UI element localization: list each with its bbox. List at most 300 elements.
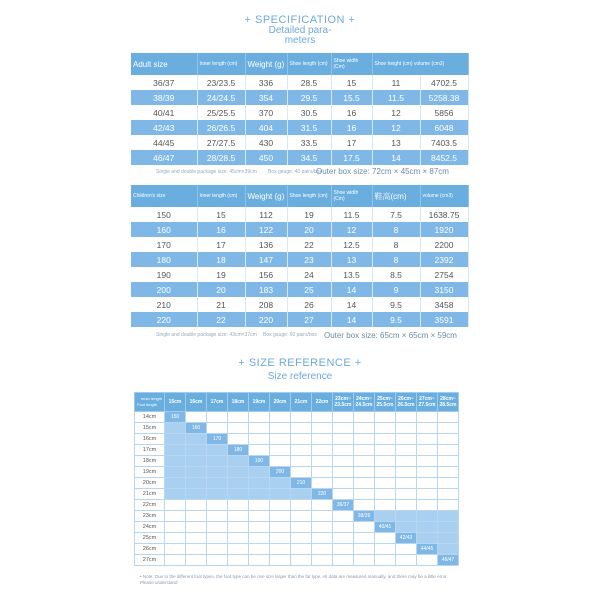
children-spec-cell: 20 bbox=[197, 282, 245, 297]
size-reference-row-header: 23cm bbox=[135, 511, 165, 522]
children-spec-cell: 1638.75 bbox=[420, 207, 468, 222]
size-reference-cell bbox=[375, 423, 396, 434]
children-spec-cell: 27 bbox=[287, 312, 331, 327]
size-reference-row bbox=[135, 511, 459, 522]
adult-spec-cell: 12 bbox=[372, 105, 420, 120]
size-reference-cell bbox=[333, 467, 354, 478]
size-reference-cell bbox=[165, 522, 186, 533]
size-reference-column-header: 27cm~ 27.5cm bbox=[417, 393, 438, 412]
adult-spec-cell: 11 bbox=[372, 75, 420, 90]
size-reference-cell bbox=[396, 434, 417, 445]
size-reference-column-header: 16cm bbox=[186, 393, 207, 412]
size-reference-shaded-cell bbox=[228, 467, 249, 478]
size-reference-shaded-cell bbox=[396, 511, 417, 522]
adult-spec-cell: 336 bbox=[245, 75, 287, 90]
size-reference-shaded-cell bbox=[228, 456, 249, 467]
size-reference-shaded-cell bbox=[249, 467, 270, 478]
size-reference-cell bbox=[270, 423, 291, 434]
size-reference-row bbox=[135, 434, 459, 445]
size-reference-cell bbox=[333, 478, 354, 489]
adult-spec-cell: 30.5 bbox=[287, 105, 331, 120]
children-header-weight: Weight (g) bbox=[245, 185, 287, 207]
size-reference-column-header: 22cm bbox=[312, 393, 333, 412]
children-header-volume: volume (cm3) bbox=[420, 185, 468, 207]
size-reference-shaded-cell bbox=[228, 489, 249, 500]
corner-foot-length-label: Foot length bbox=[137, 402, 158, 407]
children-spec-cell: 7.5 bbox=[372, 207, 420, 222]
adult-spec-cell: 46/47 bbox=[131, 150, 197, 165]
size-reference-cell bbox=[417, 456, 438, 467]
size-reference-cell bbox=[354, 467, 375, 478]
children-spec-cell: 8 bbox=[372, 252, 420, 267]
children-spec-cell: 1920 bbox=[420, 222, 468, 237]
size-reference-cell bbox=[249, 412, 270, 423]
size-reference-cell bbox=[333, 456, 354, 467]
size-reference-match-cell: 36/37 bbox=[333, 500, 354, 511]
size-reference-cell bbox=[249, 544, 270, 555]
children-box-gauge-note: Box gauge: 60 pairs/box bbox=[263, 332, 317, 338]
size-reference-row-header: 19cm bbox=[135, 467, 165, 478]
adult-spec-cell: 11.5 bbox=[372, 90, 420, 105]
size-reference-shaded-cell bbox=[438, 533, 459, 544]
size-reference-row-header: 25cm bbox=[135, 533, 165, 544]
size-reference-cell bbox=[228, 423, 249, 434]
adult-spec-cell: 33.5 bbox=[287, 135, 331, 150]
size-reference-cell bbox=[333, 412, 354, 423]
size-reference-match-cell: 210 bbox=[291, 478, 312, 489]
size-reference-cell bbox=[270, 544, 291, 555]
size-reference-shaded-cell bbox=[270, 489, 291, 500]
size-reference-shaded-cell bbox=[186, 467, 207, 478]
size-reference-cell bbox=[207, 500, 228, 511]
adult-header-weight: Weight (g) bbox=[245, 53, 287, 75]
size-reference-cell bbox=[249, 555, 270, 566]
size-reference-cell bbox=[207, 555, 228, 566]
size-reference-corner bbox=[135, 393, 165, 412]
children-spec-cell: 220 bbox=[131, 312, 197, 327]
specification-title: + SPECIFICATION + bbox=[244, 14, 356, 26]
size-reference-cell bbox=[249, 445, 270, 456]
adult-spec-cell: 15 bbox=[331, 75, 372, 90]
adult-spec-cell: 27/27.5 bbox=[197, 135, 245, 150]
size-reference-cell bbox=[438, 489, 459, 500]
size-reference-cell bbox=[270, 412, 291, 423]
size-reference-cell bbox=[417, 478, 438, 489]
size-reference-cell bbox=[291, 434, 312, 445]
size-reference-cell bbox=[396, 456, 417, 467]
size-reference-subtitle: Size reference bbox=[267, 371, 333, 382]
children-header-inner-length: Inner length (cm) bbox=[197, 185, 245, 207]
size-reference-cell bbox=[354, 522, 375, 533]
size-reference-shaded-cell bbox=[207, 456, 228, 467]
children-spec-cell: 17 bbox=[197, 237, 245, 252]
size-reference-cell bbox=[291, 467, 312, 478]
children-spec-cell: 16 bbox=[197, 222, 245, 237]
size-reference-match-cell: 170 bbox=[207, 434, 228, 445]
children-header-shoe-height: 鞋高(cm) bbox=[372, 185, 420, 207]
size-reference-column-header: 18cm bbox=[228, 393, 249, 412]
children-spec-cell: 156 bbox=[245, 267, 287, 282]
adult-spec-cell: 24/24.5 bbox=[197, 90, 245, 105]
size-reference-cell bbox=[375, 445, 396, 456]
size-reference-cell bbox=[207, 423, 228, 434]
size-reference-shaded-cell bbox=[165, 467, 186, 478]
size-reference-cell bbox=[270, 533, 291, 544]
adult-spec-row bbox=[131, 105, 468, 120]
children-spec-row bbox=[131, 297, 468, 312]
size-reference-cell bbox=[417, 434, 438, 445]
children-spec-cell: 19 bbox=[287, 207, 331, 222]
size-reference-row bbox=[135, 533, 459, 544]
children-spec-cell: 13.5 bbox=[331, 267, 372, 282]
size-reference-cell bbox=[375, 434, 396, 445]
size-reference-cell bbox=[333, 522, 354, 533]
size-reference-cell bbox=[375, 533, 396, 544]
size-reference-cell bbox=[375, 489, 396, 500]
children-spec-cell: 200 bbox=[131, 282, 197, 297]
size-reference-cell bbox=[396, 489, 417, 500]
size-reference-cell bbox=[333, 533, 354, 544]
size-reference-cell bbox=[333, 511, 354, 522]
size-reference-cell bbox=[270, 500, 291, 511]
children-package-note: Single and double package size: 43cm×37cm bbox=[156, 332, 257, 338]
adult-spec-cell: 34.5 bbox=[287, 150, 331, 165]
size-reference-cell bbox=[354, 489, 375, 500]
children-header-shoe-length: Shoe length (cm) bbox=[287, 185, 331, 207]
size-reference-cell bbox=[354, 555, 375, 566]
size-reference-row-header: 14cm bbox=[135, 412, 165, 423]
size-reference-cell bbox=[249, 522, 270, 533]
size-reference-column-header: 24cm~ 24.5cm bbox=[354, 393, 375, 412]
children-spec-row bbox=[131, 267, 468, 282]
size-reference-cell bbox=[207, 544, 228, 555]
children-spec-cell: 210 bbox=[131, 297, 197, 312]
size-reference-row bbox=[135, 489, 459, 500]
adult-spec-cell: 7403.5 bbox=[420, 135, 468, 150]
size-reference-row-header: 17cm bbox=[135, 445, 165, 456]
size-reference-row-header: 15cm bbox=[135, 423, 165, 434]
size-reference-row-header: 18cm bbox=[135, 456, 165, 467]
size-reference-cell bbox=[417, 500, 438, 511]
size-reference-cell bbox=[270, 434, 291, 445]
size-reference-cell bbox=[312, 445, 333, 456]
adult-header-shoe-length: Shoe length (cm) bbox=[287, 53, 331, 75]
size-reference-column-header: 26cm~ 26.5cm bbox=[396, 393, 417, 412]
size-reference-column-header: 20cm bbox=[270, 393, 291, 412]
size-reference-cell bbox=[312, 434, 333, 445]
children-spec-cell: 8 bbox=[372, 222, 420, 237]
size-reference-cell bbox=[228, 412, 249, 423]
children-spec-cell: 183 bbox=[245, 282, 287, 297]
size-reference-cell bbox=[354, 423, 375, 434]
size-reference-cell bbox=[186, 412, 207, 423]
size-reference-cell bbox=[333, 489, 354, 500]
children-spec-cell: 3150 bbox=[420, 282, 468, 297]
size-reference-cell bbox=[438, 423, 459, 434]
size-reference-cell bbox=[396, 445, 417, 456]
children-spec-cell: 9 bbox=[372, 282, 420, 297]
size-reference-cell bbox=[291, 555, 312, 566]
size-reference-cell bbox=[438, 456, 459, 467]
size-reference-cell bbox=[249, 533, 270, 544]
size-reference-shaded-cell bbox=[207, 467, 228, 478]
adult-header-height-volume: Shoe height (cm) volume (cm3) bbox=[372, 53, 468, 75]
children-spec-cell: 220 bbox=[245, 312, 287, 327]
children-spec-cell: 22 bbox=[197, 312, 245, 327]
size-reference-cell bbox=[333, 423, 354, 434]
size-reference-shaded-cell bbox=[417, 511, 438, 522]
size-reference-cell bbox=[207, 412, 228, 423]
size-reference-cell bbox=[417, 423, 438, 434]
children-spec-cell: 9.5 bbox=[372, 312, 420, 327]
adult-header-size: Adult size bbox=[131, 53, 197, 75]
adult-spec-cell: 42/43 bbox=[131, 120, 197, 135]
children-spec-row bbox=[131, 207, 468, 222]
size-reference-cell bbox=[375, 544, 396, 555]
size-reference-match-cell: 160 bbox=[186, 423, 207, 434]
size-reference-row bbox=[135, 456, 459, 467]
size-reference-footnote: • Note: Due to the different foot types, the foot type can be one size larger than the fat type. All data are measured manually, and there may be a little error. Please understand bbox=[140, 574, 448, 585]
size-reference-cell bbox=[291, 500, 312, 511]
size-reference-cell bbox=[312, 511, 333, 522]
size-reference-row-header: 22cm bbox=[135, 500, 165, 511]
size-reference-shaded-cell bbox=[207, 478, 228, 489]
size-reference-row-header: 27cm bbox=[135, 555, 165, 566]
size-reference-cell bbox=[291, 511, 312, 522]
size-reference-cell bbox=[186, 555, 207, 566]
adult-spec-cell: 430 bbox=[245, 135, 287, 150]
size-reference-cell bbox=[186, 500, 207, 511]
adult-spec-cell: 44/45 bbox=[131, 135, 197, 150]
size-reference-shaded-cell bbox=[186, 456, 207, 467]
size-reference-cell bbox=[312, 456, 333, 467]
adult-spec-row bbox=[131, 120, 468, 135]
children-spec-row bbox=[131, 312, 468, 327]
children-spec-cell: 24 bbox=[287, 267, 331, 282]
size-reference-row bbox=[135, 423, 459, 434]
size-reference-row-header: 21cm bbox=[135, 489, 165, 500]
size-reference-match-cell: 190 bbox=[249, 456, 270, 467]
children-spec-cell: 19 bbox=[197, 267, 245, 282]
children-spec-row bbox=[131, 282, 468, 297]
size-reference-shaded-cell bbox=[165, 423, 186, 434]
size-reference-match-cell: 42/43 bbox=[396, 533, 417, 544]
children-spec-cell: 12.5 bbox=[331, 237, 372, 252]
adult-spec-cell: 4702.5 bbox=[420, 75, 468, 90]
size-reference-row bbox=[135, 478, 459, 489]
size-reference-cell bbox=[228, 434, 249, 445]
size-reference-cell bbox=[186, 522, 207, 533]
size-reference-cell bbox=[186, 511, 207, 522]
adult-spec-cell: 29.5 bbox=[287, 90, 331, 105]
size-reference-shaded-cell bbox=[438, 511, 459, 522]
size-reference-table bbox=[134, 392, 459, 566]
size-reference-cell bbox=[354, 412, 375, 423]
children-spec-table bbox=[131, 185, 469, 327]
adult-spec-cell: 6048 bbox=[420, 120, 468, 135]
adult-outer-box-note: Outer box size: 72cm × 45cm × 87cm bbox=[316, 167, 449, 176]
size-reference-row-header: 16cm bbox=[135, 434, 165, 445]
size-reference-cell bbox=[354, 533, 375, 544]
size-reference-cell bbox=[291, 544, 312, 555]
size-reference-cell bbox=[165, 555, 186, 566]
children-spec-cell: 13 bbox=[331, 252, 372, 267]
specification-subtitle-line1: Detailed para- bbox=[268, 25, 332, 36]
size-reference-row bbox=[135, 445, 459, 456]
size-reference-shaded-cell bbox=[165, 456, 186, 467]
size-reference-shaded-cell bbox=[228, 478, 249, 489]
size-reference-cell bbox=[249, 511, 270, 522]
adult-spec-cell: 23/23.5 bbox=[197, 75, 245, 90]
children-spec-cell: 8 bbox=[372, 237, 420, 252]
children-spec-cell: 208 bbox=[245, 297, 287, 312]
specification-subtitle-line2: meters bbox=[284, 35, 316, 46]
adult-spec-row bbox=[131, 90, 468, 105]
children-spec-row bbox=[131, 252, 468, 267]
size-reference-shaded-cell bbox=[207, 445, 228, 456]
size-reference-shaded-cell bbox=[270, 478, 291, 489]
size-reference-cell bbox=[312, 412, 333, 423]
size-reference-cell bbox=[438, 445, 459, 456]
adult-spec-cell: 450 bbox=[245, 150, 287, 165]
size-reference-shaded-cell bbox=[375, 511, 396, 522]
size-reference-shaded-cell bbox=[207, 489, 228, 500]
size-reference-shaded-cell bbox=[249, 489, 270, 500]
size-reference-cell bbox=[417, 467, 438, 478]
size-reference-cell bbox=[417, 445, 438, 456]
children-spec-cell: 150 bbox=[131, 207, 197, 222]
children-spec-cell: 14 bbox=[331, 297, 372, 312]
size-reference-cell bbox=[375, 412, 396, 423]
size-reference-shaded-cell bbox=[165, 434, 186, 445]
size-reference-cell bbox=[333, 445, 354, 456]
size-reference-cell bbox=[375, 478, 396, 489]
size-reference-cell bbox=[165, 544, 186, 555]
size-reference-shaded-cell bbox=[417, 533, 438, 544]
children-spec-cell: 11.5 bbox=[331, 207, 372, 222]
adult-spec-row bbox=[131, 75, 468, 90]
adult-spec-cell: 12 bbox=[372, 120, 420, 135]
size-reference-cell bbox=[333, 555, 354, 566]
size-reference-shaded-cell bbox=[396, 522, 417, 533]
size-reference-row-header: 26cm bbox=[135, 544, 165, 555]
children-spec-cell: 12 bbox=[331, 222, 372, 237]
children-spec-cell: 112 bbox=[245, 207, 287, 222]
adult-spec-cell: 28.5 bbox=[287, 75, 331, 90]
size-reference-match-cell: 180 bbox=[228, 445, 249, 456]
size-reference-shaded-cell bbox=[186, 478, 207, 489]
size-reference-shaded-cell bbox=[291, 489, 312, 500]
children-spec-cell: 3458 bbox=[420, 297, 468, 312]
children-spec-cell: 8.5 bbox=[372, 267, 420, 282]
size-reference-cell bbox=[417, 412, 438, 423]
size-reference-cell bbox=[270, 522, 291, 533]
size-reference-cell bbox=[312, 467, 333, 478]
size-reference-cell bbox=[354, 456, 375, 467]
size-reference-shaded-cell bbox=[417, 522, 438, 533]
size-reference-cell bbox=[291, 533, 312, 544]
size-reference-cell bbox=[333, 544, 354, 555]
size-reference-shaded-cell bbox=[249, 478, 270, 489]
children-spec-cell: 22 bbox=[287, 237, 331, 252]
size-reference-column-header: 19cm bbox=[249, 393, 270, 412]
size-reference-shaded-cell bbox=[186, 489, 207, 500]
size-reference-cell bbox=[228, 555, 249, 566]
adult-spec-cell: 25/25.5 bbox=[197, 105, 245, 120]
adult-spec-cell: 38/39 bbox=[131, 90, 197, 105]
adult-spec-cell: 16 bbox=[331, 105, 372, 120]
adult-spec-cell: 5258.38 bbox=[420, 90, 468, 105]
size-reference-column-header: 21cm bbox=[291, 393, 312, 412]
children-spec-cell: 2392 bbox=[420, 252, 468, 267]
children-spec-cell: 9.5 bbox=[372, 297, 420, 312]
size-reference-cell bbox=[312, 500, 333, 511]
children-spec-cell: 23 bbox=[287, 252, 331, 267]
size-reference-cell bbox=[291, 522, 312, 533]
size-reference-cell bbox=[312, 522, 333, 533]
children-spec-cell: 170 bbox=[131, 237, 197, 252]
adult-spec-cell: 13 bbox=[372, 135, 420, 150]
size-reference-cell bbox=[249, 500, 270, 511]
size-reference-cell bbox=[438, 467, 459, 478]
adult-spec-cell: 5856 bbox=[420, 105, 468, 120]
size-reference-row bbox=[135, 522, 459, 533]
adult-spec-table bbox=[131, 53, 469, 165]
size-reference-cell bbox=[312, 423, 333, 434]
adult-spec-cell: 28/28.5 bbox=[197, 150, 245, 165]
size-reference-cell bbox=[165, 533, 186, 544]
adult-spec-cell: 26/26.5 bbox=[197, 120, 245, 135]
children-outer-box-note: Outer box size: 65cm × 65cm × 59cm bbox=[324, 331, 457, 340]
children-spec-cell: 18 bbox=[197, 252, 245, 267]
size-reference-row bbox=[135, 412, 459, 423]
adult-spec-cell: 370 bbox=[245, 105, 287, 120]
size-reference-shaded-cell bbox=[438, 544, 459, 555]
size-reference-row bbox=[135, 555, 459, 566]
size-reference-column-header: 28cm~ 28.5cm bbox=[438, 393, 459, 412]
adult-spec-cell: 354 bbox=[245, 90, 287, 105]
size-reference-cell bbox=[228, 544, 249, 555]
size-reference-cell bbox=[396, 478, 417, 489]
children-spec-cell: 21 bbox=[197, 297, 245, 312]
size-reference-shaded-cell bbox=[186, 445, 207, 456]
children-spec-cell: 190 bbox=[131, 267, 197, 282]
size-reference-cell bbox=[291, 412, 312, 423]
size-reference-cell bbox=[417, 555, 438, 566]
adult-spec-cell: 14 bbox=[372, 150, 420, 165]
size-reference-match-cell: 150 bbox=[165, 412, 186, 423]
size-reference-cell bbox=[354, 434, 375, 445]
size-reference-cell bbox=[186, 533, 207, 544]
children-spec-cell: 3591 bbox=[420, 312, 468, 327]
size-reference-column-header: 25cm~ 25.5cm bbox=[375, 393, 396, 412]
size-reference-cell bbox=[312, 533, 333, 544]
children-spec-cell: 160 bbox=[131, 222, 197, 237]
size-reference-cell bbox=[438, 500, 459, 511]
size-reference-cell bbox=[270, 511, 291, 522]
adult-package-note: Single and double package size: 45cm×39cm bbox=[156, 169, 257, 175]
adult-spec-row bbox=[131, 135, 468, 150]
adult-spec-cell: 31.5 bbox=[287, 120, 331, 135]
size-reference-cell bbox=[375, 555, 396, 566]
children-spec-cell: 25 bbox=[287, 282, 331, 297]
size-reference-cell bbox=[165, 511, 186, 522]
children-spec-cell: 14 bbox=[331, 282, 372, 297]
size-reference-cell bbox=[186, 544, 207, 555]
size-reference-column-header: 15cm bbox=[165, 393, 186, 412]
size-reference-row-header: 20cm bbox=[135, 478, 165, 489]
size-reference-row bbox=[135, 500, 459, 511]
